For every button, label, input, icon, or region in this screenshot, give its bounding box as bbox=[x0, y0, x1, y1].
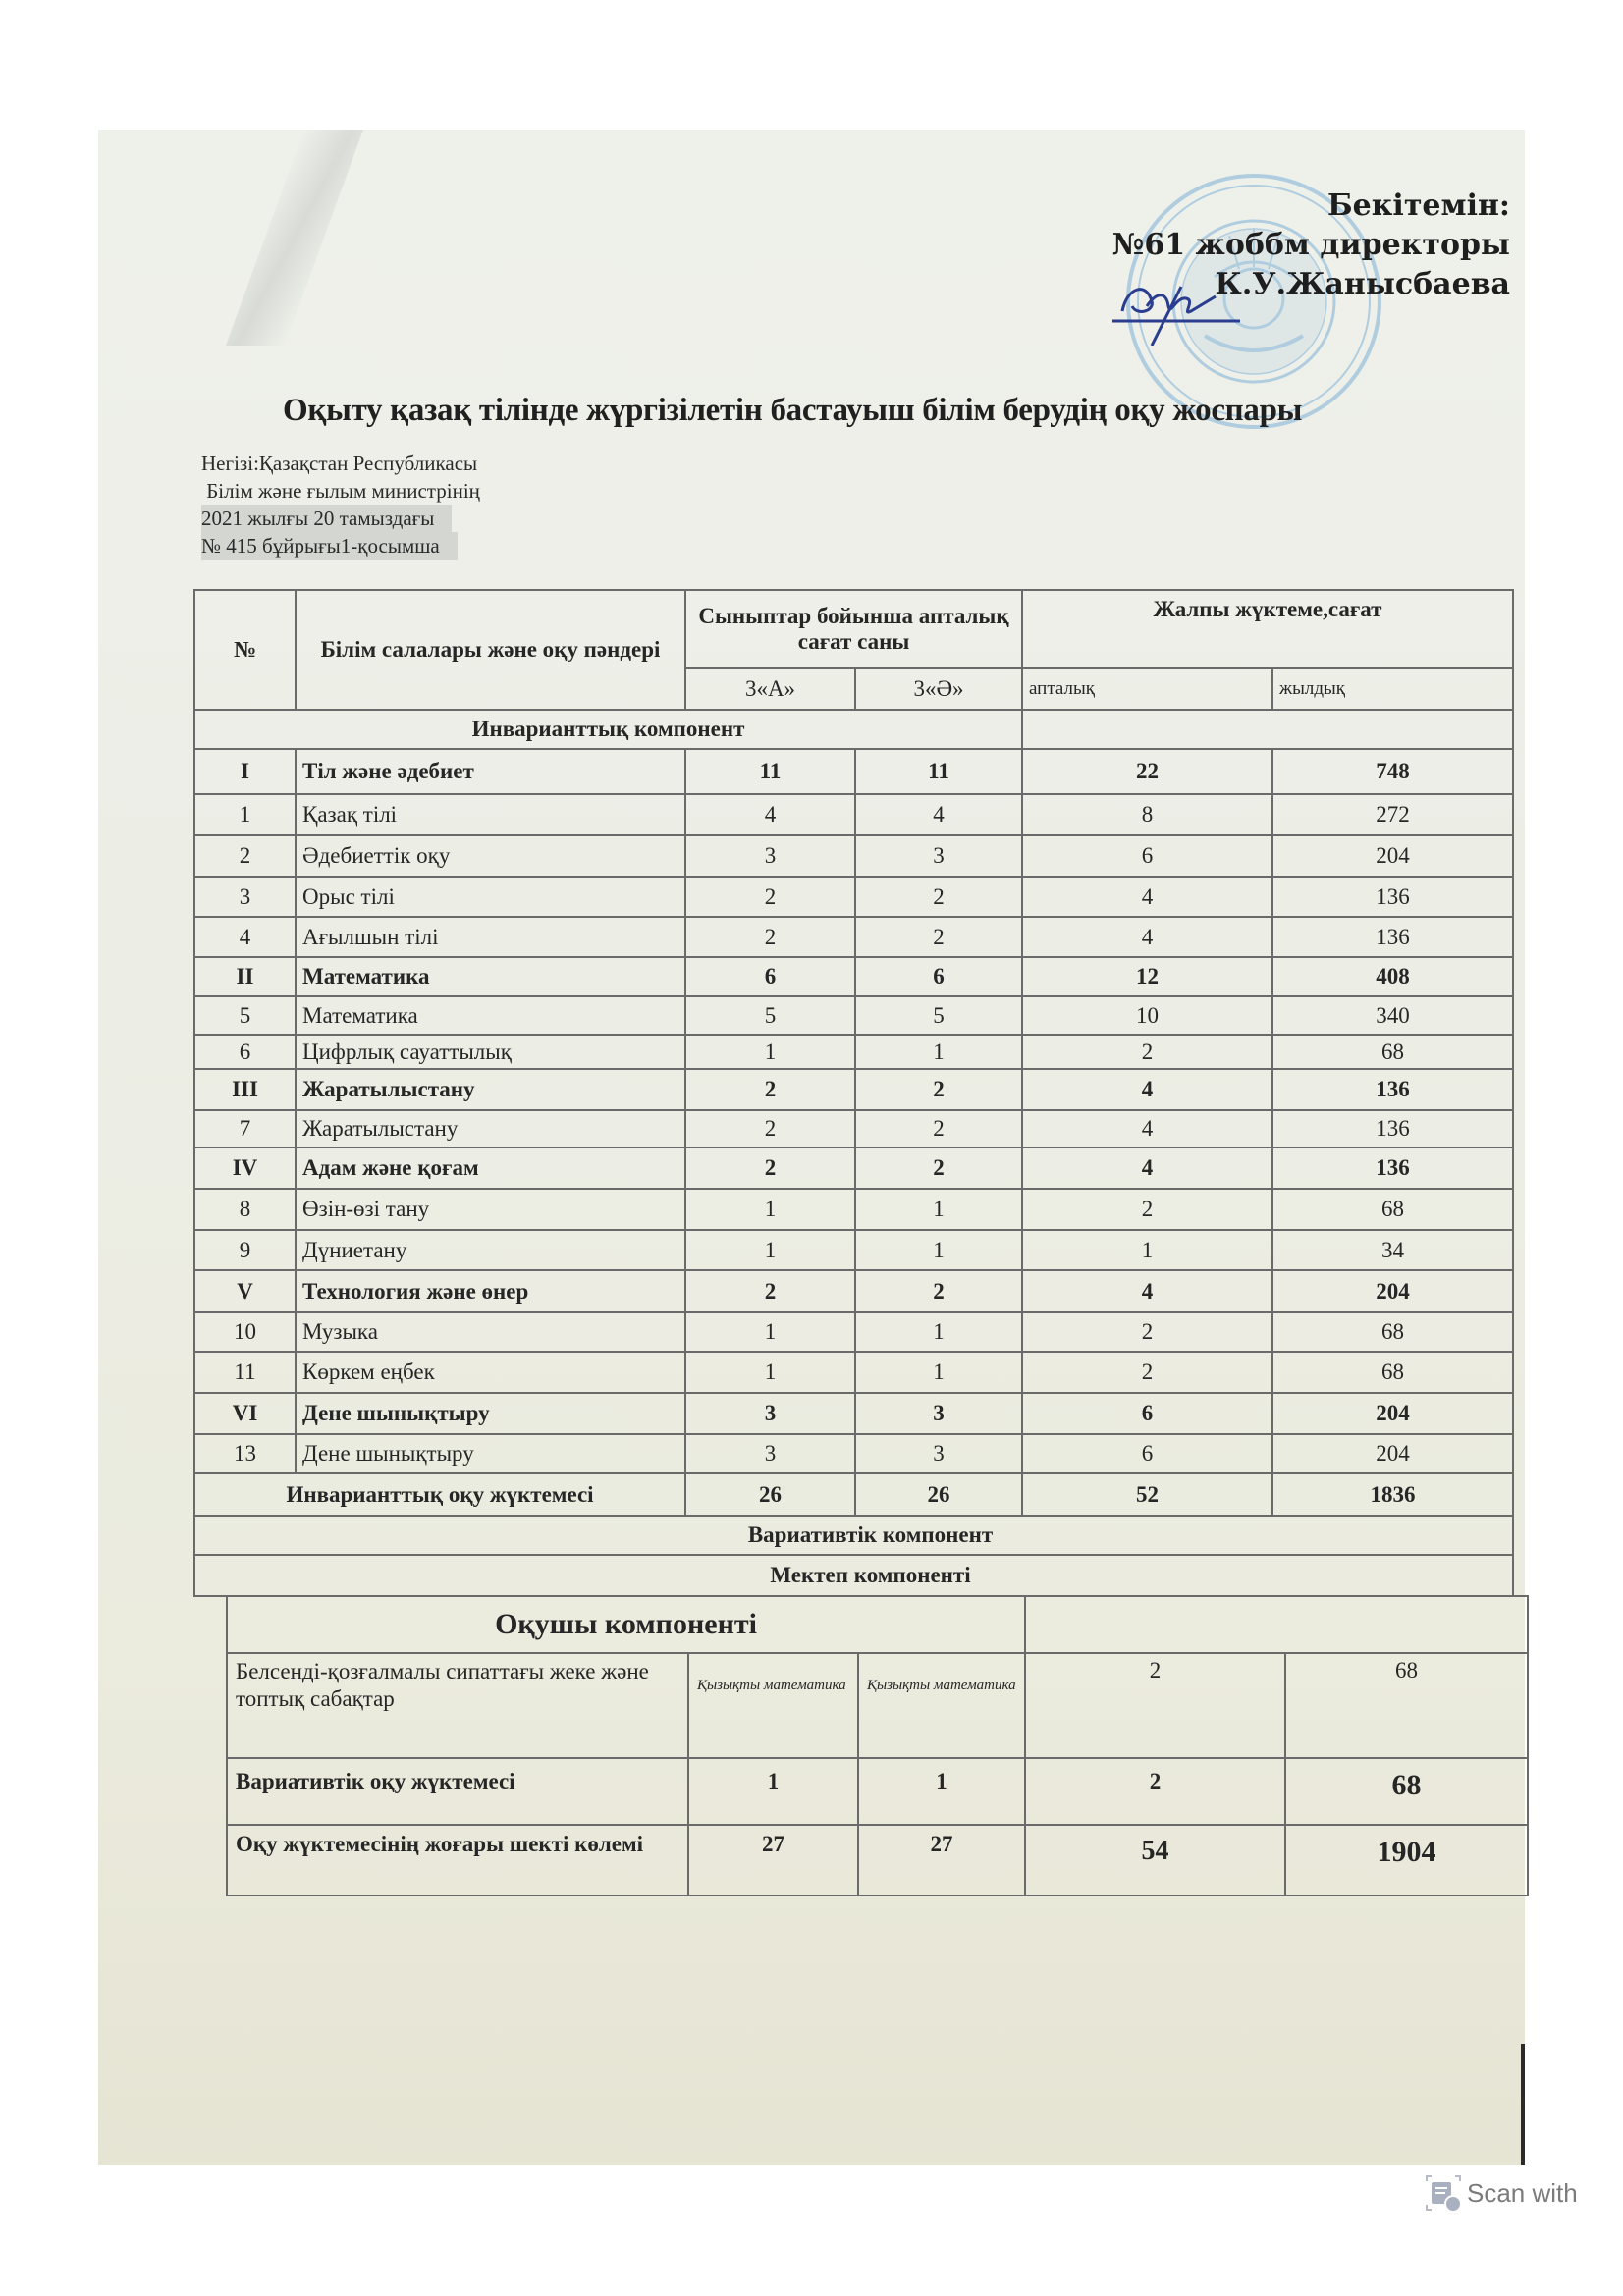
row-class-ae: 2 bbox=[855, 1069, 1022, 1110]
row-num: 2 bbox=[194, 835, 296, 877]
active-weekly: 2 bbox=[1025, 1653, 1285, 1758]
section-row bbox=[194, 957, 1513, 996]
row-num: 9 bbox=[194, 1230, 296, 1270]
row-yearly: 136 bbox=[1272, 877, 1513, 917]
row-num: I bbox=[194, 749, 296, 794]
row-class-a: 1 bbox=[685, 1230, 855, 1270]
row-num: III bbox=[194, 1069, 296, 1110]
basis-line bbox=[201, 477, 480, 505]
row-class-ae: 6 bbox=[855, 957, 1022, 996]
row-yearly: 204 bbox=[1272, 1393, 1513, 1434]
invariant-total-label: Инварианттық оқу жүктемесі bbox=[194, 1473, 685, 1516]
row-yearly: 136 bbox=[1272, 1110, 1513, 1148]
document-title: Оқыту қазақ тілінде жүргізілетін бастауыш білім берудің оқу жоспары bbox=[283, 393, 1303, 428]
invariant-total-weekly: 52 bbox=[1022, 1473, 1272, 1516]
basis-line-text: Білім және ғылым министрінің bbox=[206, 479, 480, 503]
row-class-a: 3 bbox=[685, 835, 855, 877]
row-weekly: 4 bbox=[1022, 917, 1272, 957]
header-weekly-by-class: Сыныптар бойынша апталық сағат саны bbox=[685, 590, 1022, 668]
row-yearly: 68 bbox=[1272, 1312, 1513, 1352]
row-subject: Музыка bbox=[296, 1312, 685, 1352]
row-class-a: 2 bbox=[685, 1110, 855, 1148]
header-total-load: Жалпы жүктеме,сағат bbox=[1022, 590, 1513, 668]
approval-name: К.У.Жаныcбаева bbox=[1215, 267, 1510, 301]
row-num: 8 bbox=[194, 1189, 296, 1230]
row-weekly: 6 bbox=[1022, 1393, 1272, 1434]
row-yearly: 136 bbox=[1272, 1148, 1513, 1189]
row-num: VI bbox=[194, 1393, 296, 1434]
row-yearly: 34 bbox=[1272, 1230, 1513, 1270]
scan-with-label: Scan with bbox=[1467, 2177, 1578, 2208]
row-weekly: 4 bbox=[1022, 1148, 1272, 1189]
subject-row bbox=[194, 877, 1513, 917]
subject-row bbox=[194, 835, 1513, 877]
row-subject: Математика bbox=[296, 957, 685, 996]
basis-line bbox=[201, 505, 480, 532]
subject-row bbox=[194, 1110, 1513, 1148]
row-subject: Өзін-өзі тану bbox=[296, 1189, 685, 1230]
scan-with-badge[interactable] bbox=[1424, 2173, 1578, 2213]
row-subject: Ағылшын тілі bbox=[296, 917, 685, 957]
row-num: V bbox=[194, 1270, 296, 1312]
row-yearly: 136 bbox=[1272, 917, 1513, 957]
row-class-a: 3 bbox=[685, 1434, 855, 1473]
scanner-icon bbox=[1424, 2173, 1463, 2213]
row-class-a: 4 bbox=[685, 794, 855, 835]
empty-cell bbox=[1025, 1596, 1528, 1653]
active-class-a: Қызықты математика bbox=[688, 1653, 858, 1758]
invariant-label: Инварианттық компонент bbox=[194, 710, 1022, 749]
row-class-a: 5 bbox=[685, 996, 855, 1035]
variative-label: Вариативтік компонент bbox=[194, 1516, 1513, 1555]
row-class-ae: 2 bbox=[855, 877, 1022, 917]
row-yearly: 748 bbox=[1272, 749, 1513, 794]
row-class-ae: 2 bbox=[855, 1148, 1022, 1189]
row-yearly: 272 bbox=[1272, 794, 1513, 835]
row-subject: Дене шынықтыру bbox=[296, 1434, 685, 1473]
row-num: 6 bbox=[194, 1035, 296, 1069]
row-weekly: 6 bbox=[1022, 835, 1272, 877]
active-yearly: 68 bbox=[1285, 1653, 1528, 1758]
row-class-ae: 1 bbox=[855, 1312, 1022, 1352]
row-class-ae: 3 bbox=[855, 1393, 1022, 1434]
row-class-ae: 2 bbox=[855, 1110, 1022, 1148]
row-yearly: 204 bbox=[1272, 1270, 1513, 1312]
subject-row bbox=[194, 1434, 1513, 1473]
row-yearly: 340 bbox=[1272, 996, 1513, 1035]
header-subject: Білім салалары және оқу пәндері bbox=[296, 590, 685, 710]
row-weekly: 4 bbox=[1022, 1270, 1272, 1312]
row-class-ae: 2 bbox=[855, 1270, 1022, 1312]
row-class-ae: 1 bbox=[855, 1352, 1022, 1393]
active-class-ae: Қызықты математика bbox=[858, 1653, 1025, 1758]
max-load-weekly: 54 bbox=[1025, 1825, 1285, 1896]
header-weekly: апталық bbox=[1022, 668, 1272, 710]
subject-row bbox=[194, 1230, 1513, 1270]
row-class-a: 1 bbox=[685, 1035, 855, 1069]
section-row bbox=[194, 1148, 1513, 1189]
row-num: 7 bbox=[194, 1110, 296, 1148]
row-subject: Жаратылыстану bbox=[296, 1110, 685, 1148]
row-subject: Технология және өнер bbox=[296, 1270, 685, 1312]
approval-heading: Бекітемін: bbox=[1327, 188, 1510, 223]
row-class-ae: 11 bbox=[855, 749, 1022, 794]
row-subject: Әдебиеттік оқу bbox=[296, 835, 685, 877]
section-row bbox=[194, 749, 1513, 794]
basis-line-highlight: № 415 бұйрығы1-қосымша bbox=[201, 532, 458, 560]
row-weekly: 1 bbox=[1022, 1230, 1272, 1270]
row-class-ae: 3 bbox=[855, 835, 1022, 877]
row-weekly: 4 bbox=[1022, 877, 1272, 917]
student-label: Оқушы компоненті bbox=[227, 1596, 1025, 1653]
row-subject: Математика bbox=[296, 996, 685, 1035]
row-class-ae: 1 bbox=[855, 1189, 1022, 1230]
row-subject: Тіл және әдебиет bbox=[296, 749, 685, 794]
row-class-a: 11 bbox=[685, 749, 855, 794]
variative-total-row bbox=[227, 1758, 1528, 1825]
row-weekly: 12 bbox=[1022, 957, 1272, 996]
row-yearly: 68 bbox=[1272, 1035, 1513, 1069]
row-class-a: 2 bbox=[685, 917, 855, 957]
invariant-section-row bbox=[194, 710, 1513, 749]
row-class-a: 2 bbox=[685, 877, 855, 917]
row-num: 10 bbox=[194, 1312, 296, 1352]
curriculum-table bbox=[193, 589, 1514, 1597]
row-class-a: 3 bbox=[685, 1393, 855, 1434]
row-yearly: 68 bbox=[1272, 1352, 1513, 1393]
subject-row bbox=[194, 794, 1513, 835]
variative-total-yearly: 68 bbox=[1285, 1758, 1528, 1825]
max-load-label: Оқу жүктемесінің жоғары шекті көлемі bbox=[227, 1825, 688, 1896]
approval-position: №61 жоббм директоры bbox=[1111, 228, 1510, 262]
subject-row bbox=[194, 1312, 1513, 1352]
max-load-row bbox=[227, 1825, 1528, 1896]
row-weekly: 4 bbox=[1022, 1110, 1272, 1148]
section-row bbox=[194, 1270, 1513, 1312]
subject-row bbox=[194, 917, 1513, 957]
invariant-total-a: 26 bbox=[685, 1473, 855, 1516]
row-weekly: 10 bbox=[1022, 996, 1272, 1035]
row-class-ae: 5 bbox=[855, 996, 1022, 1035]
row-subject: Адам және қоғам bbox=[296, 1148, 685, 1189]
row-num: II bbox=[194, 957, 296, 996]
max-load-a: 27 bbox=[688, 1825, 858, 1896]
row-subject: Дене шынықтыру bbox=[296, 1393, 685, 1434]
row-subject: Жаратылыстану bbox=[296, 1069, 685, 1110]
paper-fold-shadow bbox=[226, 130, 363, 346]
row-weekly: 2 bbox=[1022, 1352, 1272, 1393]
max-load-yearly: 1904 bbox=[1285, 1825, 1528, 1896]
row-weekly: 22 bbox=[1022, 749, 1272, 794]
active-lessons-row bbox=[227, 1653, 1528, 1758]
header-num: № bbox=[194, 590, 296, 710]
row-yearly: 204 bbox=[1272, 1434, 1513, 1473]
row-subject: Қазақ тілі bbox=[296, 794, 685, 835]
variative-total-a: 1 bbox=[688, 1758, 858, 1825]
row-class-a: 2 bbox=[685, 1270, 855, 1312]
section-row bbox=[194, 1393, 1513, 1434]
header-yearly: жылдық bbox=[1272, 668, 1513, 710]
row-num: 4 bbox=[194, 917, 296, 957]
variative-total-weekly: 2 bbox=[1025, 1758, 1285, 1825]
row-yearly: 136 bbox=[1272, 1069, 1513, 1110]
row-yearly: 68 bbox=[1272, 1189, 1513, 1230]
row-weekly: 8 bbox=[1022, 794, 1272, 835]
row-class-a: 6 bbox=[685, 957, 855, 996]
row-class-a: 1 bbox=[685, 1189, 855, 1230]
row-weekly: 6 bbox=[1022, 1434, 1272, 1473]
header-class-ae: 3«Ә» bbox=[855, 668, 1022, 710]
empty-cell bbox=[1022, 710, 1513, 749]
row-subject: Көркем еңбек bbox=[296, 1352, 685, 1393]
row-subject: Цифрлық сауаттылық bbox=[296, 1035, 685, 1069]
row-class-ae: 4 bbox=[855, 794, 1022, 835]
row-class-ae: 1 bbox=[855, 1035, 1022, 1069]
subject-row bbox=[194, 1035, 1513, 1069]
row-yearly: 204 bbox=[1272, 835, 1513, 877]
row-class-a: 1 bbox=[685, 1312, 855, 1352]
row-class-ae: 1 bbox=[855, 1230, 1022, 1270]
header-class-a: 3«А» bbox=[685, 668, 855, 710]
row-num: 11 bbox=[194, 1352, 296, 1393]
row-class-a: 1 bbox=[685, 1352, 855, 1393]
student-section-row bbox=[227, 1596, 1528, 1653]
row-num: IV bbox=[194, 1148, 296, 1189]
max-load-ae: 27 bbox=[858, 1825, 1025, 1896]
basis-line: Негізі:Қазақстан Республикасы bbox=[201, 452, 478, 475]
row-weekly: 2 bbox=[1022, 1035, 1272, 1069]
student-component-table bbox=[226, 1595, 1529, 1896]
variative-total-ae: 1 bbox=[858, 1758, 1025, 1825]
variative-section-row bbox=[194, 1516, 1513, 1555]
row-subject: Орыс тілі bbox=[296, 877, 685, 917]
row-num: 3 bbox=[194, 877, 296, 917]
row-weekly: 2 bbox=[1022, 1312, 1272, 1352]
invariant-total-row bbox=[194, 1473, 1513, 1516]
row-weekly: 4 bbox=[1022, 1069, 1272, 1110]
invariant-total-ae: 26 bbox=[855, 1473, 1022, 1516]
section-row bbox=[194, 1069, 1513, 1110]
row-num: 13 bbox=[194, 1434, 296, 1473]
row-yearly: 408 bbox=[1272, 957, 1513, 996]
header-row bbox=[194, 590, 1513, 668]
basis-line bbox=[201, 532, 480, 560]
subject-row bbox=[194, 1352, 1513, 1393]
school-section-row bbox=[194, 1555, 1513, 1596]
row-weekly: 2 bbox=[1022, 1189, 1272, 1230]
basis-line-highlight: 2021 жылғы 20 тамыздағы bbox=[201, 505, 452, 532]
school-label: Мектеп компоненті bbox=[194, 1555, 1513, 1596]
approval-block bbox=[1112, 187, 1510, 304]
active-lessons-label: Белсенді-қозғалмалы сипаттағы жеке және топтық сабақтар bbox=[227, 1653, 688, 1758]
basis-block bbox=[201, 450, 480, 560]
subject-row bbox=[194, 996, 1513, 1035]
paper-edge bbox=[1521, 2044, 1525, 2165]
row-subject: Дүниетану bbox=[296, 1230, 685, 1270]
row-num: 5 bbox=[194, 996, 296, 1035]
row-class-a: 2 bbox=[685, 1148, 855, 1189]
variative-total-label: Вариативтік оқу жүктемесі bbox=[227, 1758, 688, 1825]
subject-row bbox=[194, 1189, 1513, 1230]
row-class-a: 2 bbox=[685, 1069, 855, 1110]
row-class-ae: 2 bbox=[855, 917, 1022, 957]
invariant-total-yearly: 1836 bbox=[1272, 1473, 1513, 1516]
row-num: 1 bbox=[194, 794, 296, 835]
row-class-ae: 3 bbox=[855, 1434, 1022, 1473]
